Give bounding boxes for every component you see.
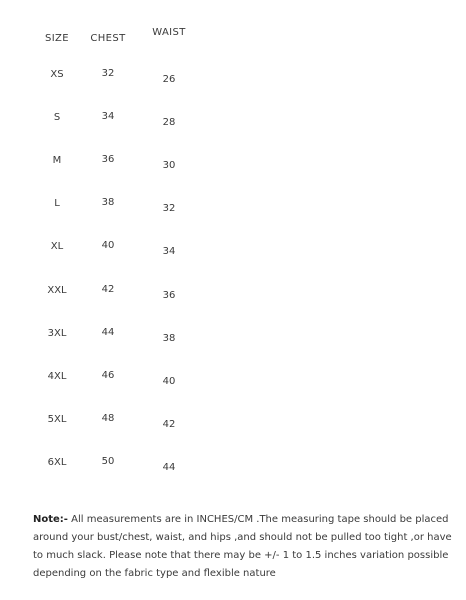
measurement-note (33, 511, 461, 583)
cell-waist: 34 (162, 246, 176, 257)
cell-size: 5XL (47, 414, 67, 425)
header-chest: CHEST (90, 33, 126, 44)
cell-waist: 32 (162, 203, 176, 214)
cell-size: 3XL (47, 328, 67, 339)
cell-chest: 38 (101, 197, 115, 208)
cell-chest: 50 (101, 456, 115, 467)
cell-size: XXL (47, 285, 67, 296)
cell-waist: 26 (162, 74, 176, 85)
cell-size: M (52, 155, 62, 166)
cell-chest: 48 (101, 413, 115, 424)
cell-size: S (53, 112, 61, 123)
cell-size: 6XL (47, 457, 67, 468)
cell-waist: 38 (162, 333, 176, 344)
note-label: Note:- (33, 514, 68, 525)
cell-size: XL (50, 241, 64, 252)
cell-chest: 36 (101, 154, 115, 165)
cell-waist: 42 (162, 419, 176, 430)
cell-size: 4XL (47, 371, 67, 382)
cell-waist: 44 (162, 462, 176, 473)
cell-chest: 32 (101, 68, 115, 79)
cell-waist: 30 (162, 160, 176, 171)
header-waist: WAIST (152, 27, 186, 38)
cell-chest: 44 (101, 327, 115, 338)
cell-waist: 40 (162, 376, 176, 387)
header-size: SIZE (44, 33, 70, 44)
cell-size: XS (50, 69, 64, 80)
note-text: All measurements are in INCHES/CM .The measuring tape should be placed around your bust/chest, waist, and hips ,and should not be pulled too tight ,or have to much slack. Please note that there may be +/- 1 to 1.5 inches variation possible depending on the fabric type and flexible nature (33, 514, 452, 579)
cell-chest: 34 (101, 111, 115, 122)
cell-waist: 28 (162, 117, 176, 128)
cell-chest: 42 (101, 284, 115, 295)
cell-waist: 36 (162, 290, 176, 301)
cell-chest: 40 (101, 240, 115, 251)
cell-size: L (54, 198, 60, 209)
cell-chest: 46 (101, 370, 115, 381)
